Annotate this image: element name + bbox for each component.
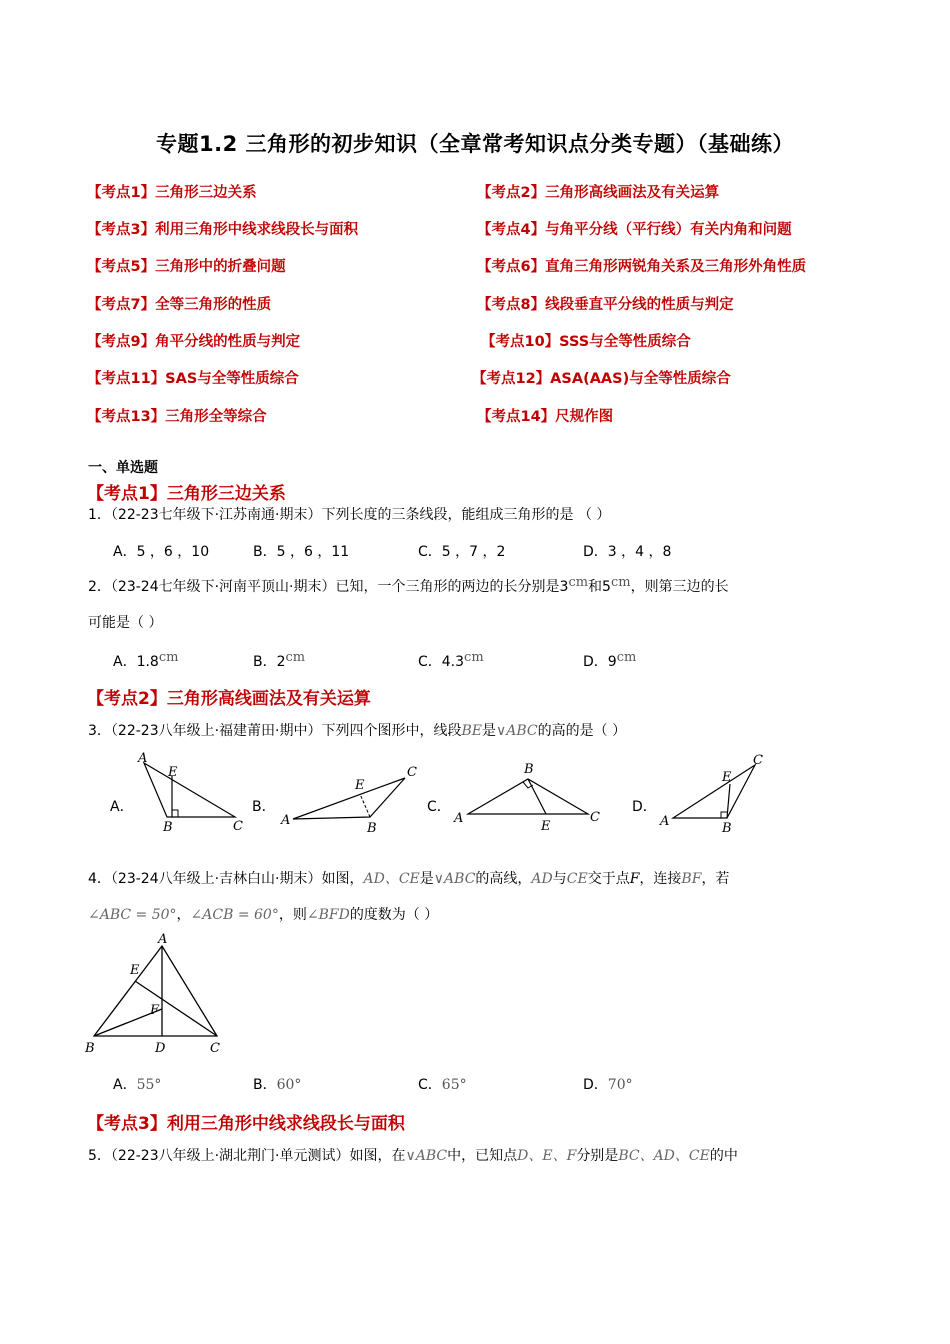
figure-option-a[interactable]: A． [110,799,134,815]
option-b[interactable]: B．5 ，6 ，11 [253,544,350,560]
vertex-label: B [524,762,534,777]
vertex-label: F [150,1003,160,1018]
vertex-label: A [660,814,670,829]
toc-item[interactable]: 【考点10】SSS与全等性质综合 [481,334,691,350]
vertex-label: E [130,963,140,978]
option-a[interactable] [113,1074,161,1094]
math: ∠ACB = 60° [190,907,279,923]
toc-item[interactable]: 【考点8】线段垂直平分线的性质与判定 [477,297,734,313]
math-seg: BE [461,723,483,739]
vertex-label: E [168,765,178,780]
toc-item[interactable]: 【考点9】角平分线的性质与判定 [87,334,301,350]
math: D、E、F [517,1148,577,1164]
length-value: 5 [602,579,611,595]
vertex-label: C [233,819,243,834]
figure-a [130,750,255,835]
question-5 [88,1145,738,1167]
vertex-label: E [541,819,551,834]
question-3 [88,720,626,742]
vertex-label: C [407,765,417,780]
option-c[interactable] [418,651,484,671]
question-text: ，连接 [639,871,682,887]
unit-cm: cm [616,650,637,665]
option-d[interactable] [583,651,636,671]
question-text: 与 [552,871,567,887]
figure-q4 [80,930,235,1060]
figure-c [450,760,610,835]
option-label: D． [583,1077,608,1093]
vertex-label: E [722,770,732,785]
question-2 [88,576,729,599]
math: AD、CE [363,871,420,887]
question-text: 的高线， [475,871,532,887]
toc-item[interactable]: 【考点2】三角形高线画法及有关运算 [477,185,720,201]
question-text: 是 [482,723,497,739]
question-4-line2 [88,904,438,926]
question-number: 2． [88,579,111,595]
option-b[interactable] [253,651,305,671]
toc-item[interactable]: 【考点6】直角三角形两锐角关系及三角形外角性质 [477,259,807,275]
option-text: D．9 [583,654,617,670]
figure-option-b[interactable]: B． [252,799,276,815]
vertex-label: A [281,813,291,828]
question-text: 是 [419,871,434,887]
toc-item[interactable]: 【考点12】ASA(AAS)与全等性质综合 [472,371,731,387]
unit-cm: cm [285,650,306,665]
option-b[interactable] [253,1074,301,1094]
vertex-label: A [138,751,148,766]
unit-cm: cm [610,575,631,590]
question-text: 交于点 [587,871,630,887]
question-number: 5． [88,1148,111,1164]
question-number: 3． [88,723,111,739]
vertex-label: A [158,932,168,947]
vertex-label: E [355,778,365,793]
question-text: 的高的是（ ） [537,723,627,739]
toc-item[interactable]: 【考点7】全等三角形的性质 [87,297,272,313]
kd-heading-2: 【考点2】三角形高线画法及有关运算 [87,689,371,709]
math: CE [566,871,588,887]
option-d[interactable] [583,1074,633,1094]
question-text: 和 [588,579,603,595]
figure-b [275,760,425,835]
option-value: 55° [136,1077,162,1093]
option-a[interactable]: A．5 ，6 ，10 [113,544,210,560]
page-title: 专题1.2 三角形的初步知识（全章常考知识点分类专题）（基础练） [155,132,794,156]
question-text: （22-23七年级下·江苏南通·期末）下列长度的三条线段，能组成三角形的是 （ ） [110,507,611,523]
vertex-label: B [722,821,732,836]
toc-item[interactable]: 【考点14】尺规作图 [477,409,614,425]
toc-item[interactable]: 【考点11】SAS与全等性质综合 [87,371,299,387]
option-c[interactable]: C．5 ，7 ，2 [418,544,506,560]
question-text: ，则第三边的长 [630,579,729,595]
option-value: 70° [607,1077,633,1093]
math: ∠ABC = 50° [88,907,177,923]
math: BC、AD、CE [618,1148,710,1164]
question-1 [88,504,610,526]
kd-heading-3: 【考点3】利用三角形中线求线段长与面积 [87,1114,405,1134]
figure-option-d[interactable]: D． [632,799,657,815]
option-text: B．2 [253,654,286,670]
vertex-label: B [85,1041,95,1056]
vertex-label: D [155,1041,166,1056]
question-text: （22-23八年级上·福建莆田·期中）下列四个图形中，线段 [110,723,462,739]
option-value: 65° [441,1077,467,1093]
unit-cm: cm [464,650,484,665]
math: BF [681,871,702,887]
kd-heading-1: 【考点1】三角形三边关系 [87,484,286,504]
question-number: 1． [88,507,111,523]
option-text: A．1.8 [113,654,159,670]
vertex-label: B [163,820,173,835]
math: AD [531,871,553,887]
option-label: A． [113,1077,137,1093]
question-text: （22-23八年级上·湖北荆门·单元测试）如图，在 [110,1148,406,1164]
vertex-label: A [454,811,464,826]
question-4 [88,868,729,890]
option-d[interactable]: D．3 ，4 ，8 [583,544,672,560]
option-c[interactable] [418,1074,467,1094]
vertex-label: C [590,810,600,825]
option-text: C．4.3 [418,654,465,670]
toc-item[interactable]: 【考点4】与角平分线（平行线）有关内角和问题 [477,222,792,238]
section-heading: 一、单选题 [88,460,158,476]
unit-cm: cm [568,575,589,590]
question-text: 中，已知点 [447,1148,518,1164]
vertex-label: B [367,821,377,835]
question-text: （23-24七年级下·河南平顶山·期末）已知，一个三角形的两边的长分别是 [110,579,560,595]
question-text: ， [176,907,191,923]
option-value: 60° [276,1077,302,1093]
toc-item[interactable]: 【考点5】三角形中的折叠问题 [87,259,286,275]
figure-option-c[interactable]: C． [427,799,451,815]
vertex-label: C [753,753,763,768]
question-text: 分别是 [576,1148,619,1164]
option-a[interactable] [113,651,178,671]
toc-item[interactable]: 【考点13】三角形全等综合 [87,409,267,425]
math-tri: ∨ABC [496,723,538,739]
question-text: 的度数为（ ） [349,907,439,923]
math: F [629,871,640,887]
figure-d [655,752,775,837]
toc-item[interactable]: 【考点3】利用三角形中线求线段长与面积 [87,222,359,238]
vertex-label: C [210,1041,220,1056]
option-label: B． [253,1077,277,1093]
question-2-line2: 可能是（ ） [88,615,163,631]
question-text: （23-24八年级上·吉林白山·期末）如图， [110,871,364,887]
question-text: ，若 [701,871,730,887]
question-number: 4． [88,871,111,887]
math-tri: ∨ABC [433,871,476,887]
toc-item[interactable]: 【考点1】三角形三边关系 [87,185,257,201]
question-text: 的中 [709,1148,738,1164]
option-label: C． [418,1077,442,1093]
math-tri: ∨ABC [405,1148,448,1164]
math: ∠BFD [306,907,350,923]
unit-cm: cm [158,650,179,665]
length-value: 3 [559,579,569,595]
question-text: ，则 [278,907,307,923]
